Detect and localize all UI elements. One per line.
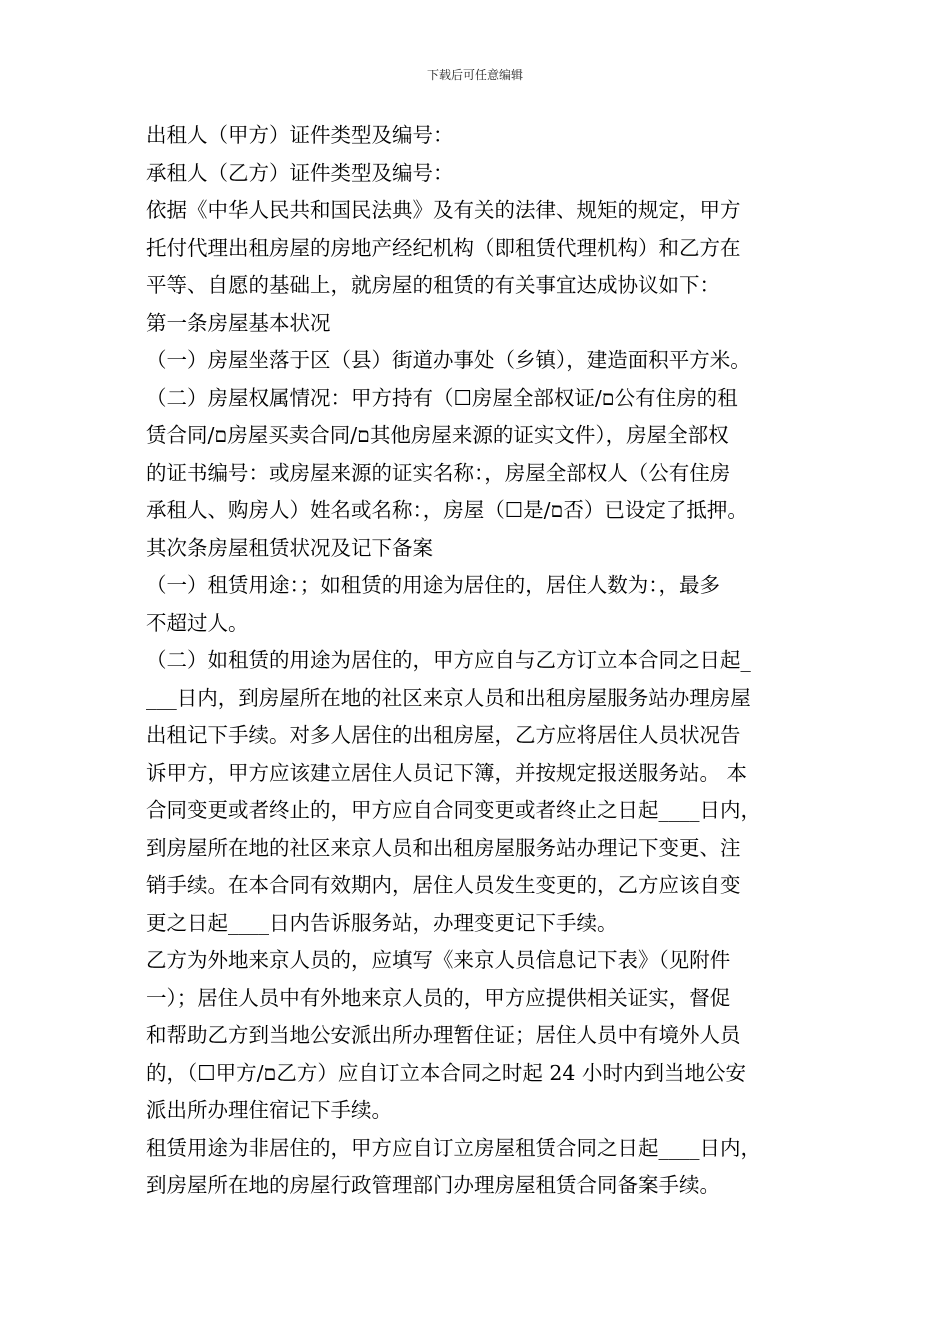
text-line: 合同变更或者终止的，甲方应自合同变更或者终止之日起____日内， [146, 798, 761, 822]
text-line: 的证书编号：或房屋来源的证实名称：，房屋全部权人（公有住房 [146, 460, 731, 485]
text-line: 的，（☐甲方/ם乙方）应自订立本合同之时起 24 小时内到当地公安 [146, 1060, 746, 1085]
text-line: ___日内，到房屋所在地的社区来京人员和出租房屋服务站办理房屋 [146, 685, 751, 710]
text-line: 诉甲方，甲方应该建立居住人员记下簿，并按规定报送服务站。 本 [146, 760, 748, 785]
text-line: 平等、自愿的基础上，就房屋的租赁的有关事宜达成协议如下： [146, 273, 720, 297]
text-line: 出租人（甲方）证件类型及编号： [146, 123, 454, 147]
text-line: 一）；居住人员中有外地来京人员的，甲方应提供相关证实，督促 [146, 985, 731, 1010]
text-line: 托付代理出租房屋的房地产经纪机构（即租赁代理机构）和乙方在 [146, 235, 741, 260]
text-line: （一）房屋坐落于区（县）街道办事处（乡镇），建造面积平方米。 [146, 348, 751, 372]
text-line: （一）租赁用途：；如租赁的用途为居住的，居住人数为：，最多 [146, 573, 720, 597]
text-line: 其次条房屋租赁状况及记下备案 [146, 535, 433, 560]
text-line: （二）房屋权属情况：甲方持有（☐房屋全部权证/ם公有住房的租 [146, 385, 738, 410]
text-line: 赁合同/ם房屋买卖合同/ם其他房屋来源的证实文件），房屋全部权 [146, 423, 729, 447]
text-line: 依据《中华人民共和国民法典》及有关的法律、规矩的规定，甲方 [146, 198, 741, 222]
text-line: 乙方为外地来京人员的，应填写《来京人员信息记下表》（见附件 [146, 948, 731, 972]
document-body [146, 117, 816, 1205]
text-line: （二）如租赁的用途为居住的，甲方应自与乙方订立本合同之日起_ [146, 648, 751, 672]
text-line: 到房屋所在地的社区来京人员和出租房屋服务站办理记下变更、注 [146, 835, 741, 860]
text-line: 承租人（乙方）证件类型及编号： [146, 160, 454, 185]
text-line: 第一条房屋基本状况 [146, 310, 331, 335]
text-line: 派出所办理住宿记下手续。 [146, 1098, 392, 1122]
text-line: 出租记下手续。对多人居住的出租房屋，乙方应将居住人员状况告 [146, 723, 741, 747]
text-line: 到房屋所在地的房屋行政管理部门办理房屋租赁合同备案手续。 [146, 1173, 720, 1197]
text-line: 不超过人。 [146, 610, 249, 635]
text-line: 销手续。在本合同有效期内，居住人员发生变更的，乙方应该自变 [146, 873, 741, 897]
text-line: 租赁用途为非居住的，甲方应自订立房屋租赁合同之日起____日内， [146, 1135, 761, 1160]
text-line: 承租人、购房人）姓名或名称：，房屋（☐是/ם否）已设定了抵押。 [146, 498, 748, 522]
text-line: 更之日起____日内告诉服务站，办理变更记下手续。 [146, 910, 618, 935]
text-line: 和帮助乙方到当地公安派出所办理暂住证；居住人员中有境外人员 [146, 1023, 741, 1047]
page-header: 下载后可任意编辑 [426, 68, 523, 82]
